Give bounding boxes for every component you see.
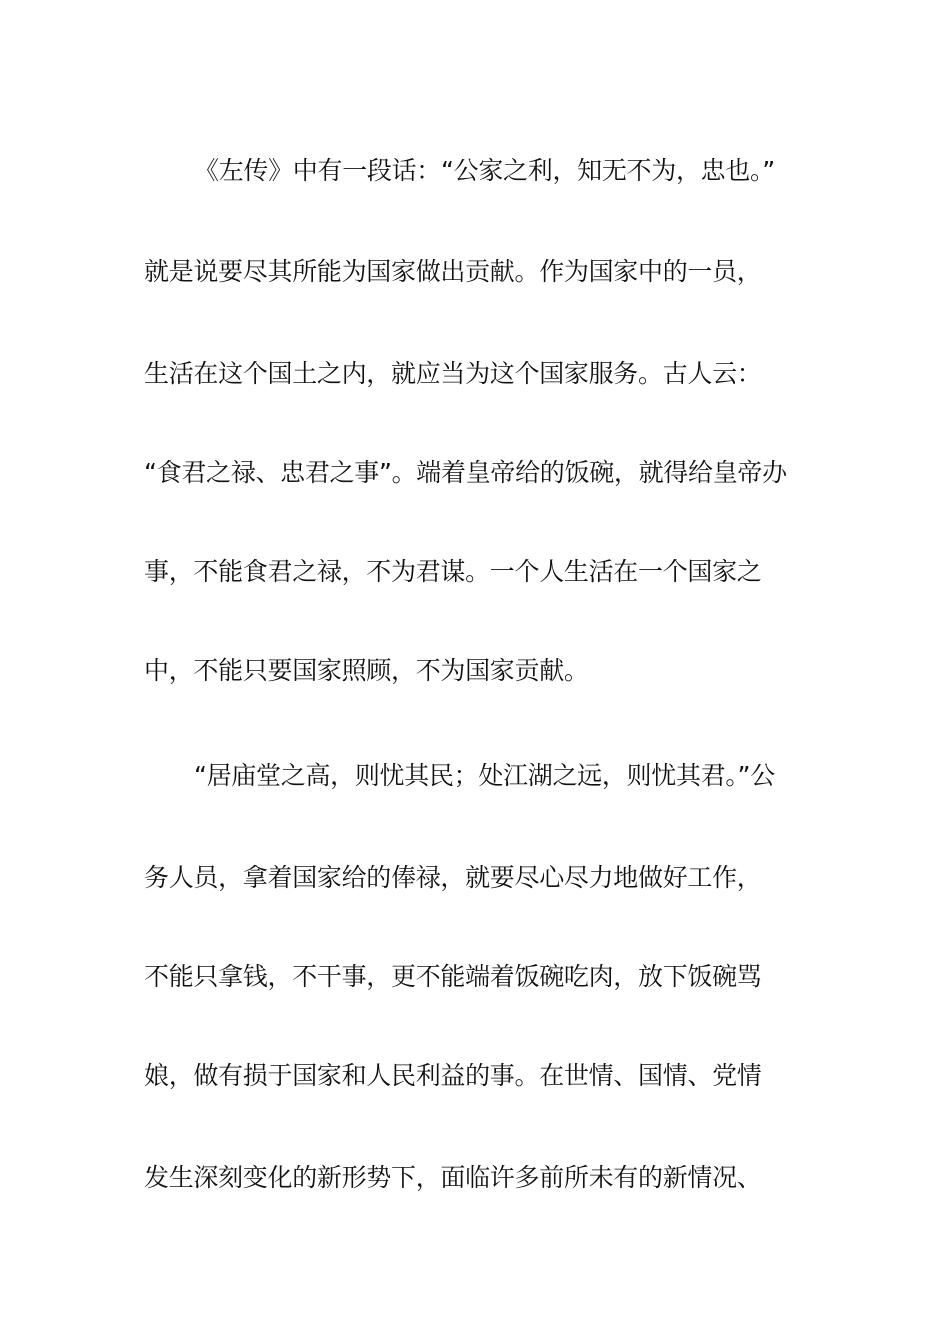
paragraph-2-line-3: 不能只拿钱，不干事，更不能端着饭碗吃肉，放下饭碗骂: [144, 962, 762, 991]
paragraph-1-line-6: 中，不能只要国家照顾，不为国家贡献。: [144, 656, 589, 685]
paragraph-2-line-5: 发生深刻变化的新形势下，面临许多前所未有的新情况、: [144, 1163, 762, 1192]
paragraph-1-line-3: 生活在这个国土之内，就应当为这个国家服务。古人云：: [144, 359, 762, 388]
paragraph-2-line-2: 务人员，拿着国家给的俸禄，就要尽心尽力地做好工作，: [144, 863, 762, 892]
paragraph-2-line-4: 娘，做有损于国家和人民利益的事。在世情、国情、党情: [144, 1061, 762, 1090]
paragraph-1-line-1: 《左传》中有一段话：“公家之利，知无不为，忠也。”: [194, 156, 775, 185]
paragraph-1-line-2: 就是说要尽其所能为国家做出贡献。作为国家中的一员，: [144, 257, 762, 286]
paragraph-1-line-4: “食君之禄、忠君之事”。端着皇帝给的饭碗，就得给皇帝办: [144, 458, 787, 487]
paragraph-2-line-1: “居庙堂之高，则忧其民；处江湖之远，则忧其君。”公: [194, 761, 775, 790]
paragraph-1-line-5: 事，不能食君之禄，不为君谋。一个人生活在一个国家之: [144, 557, 762, 586]
